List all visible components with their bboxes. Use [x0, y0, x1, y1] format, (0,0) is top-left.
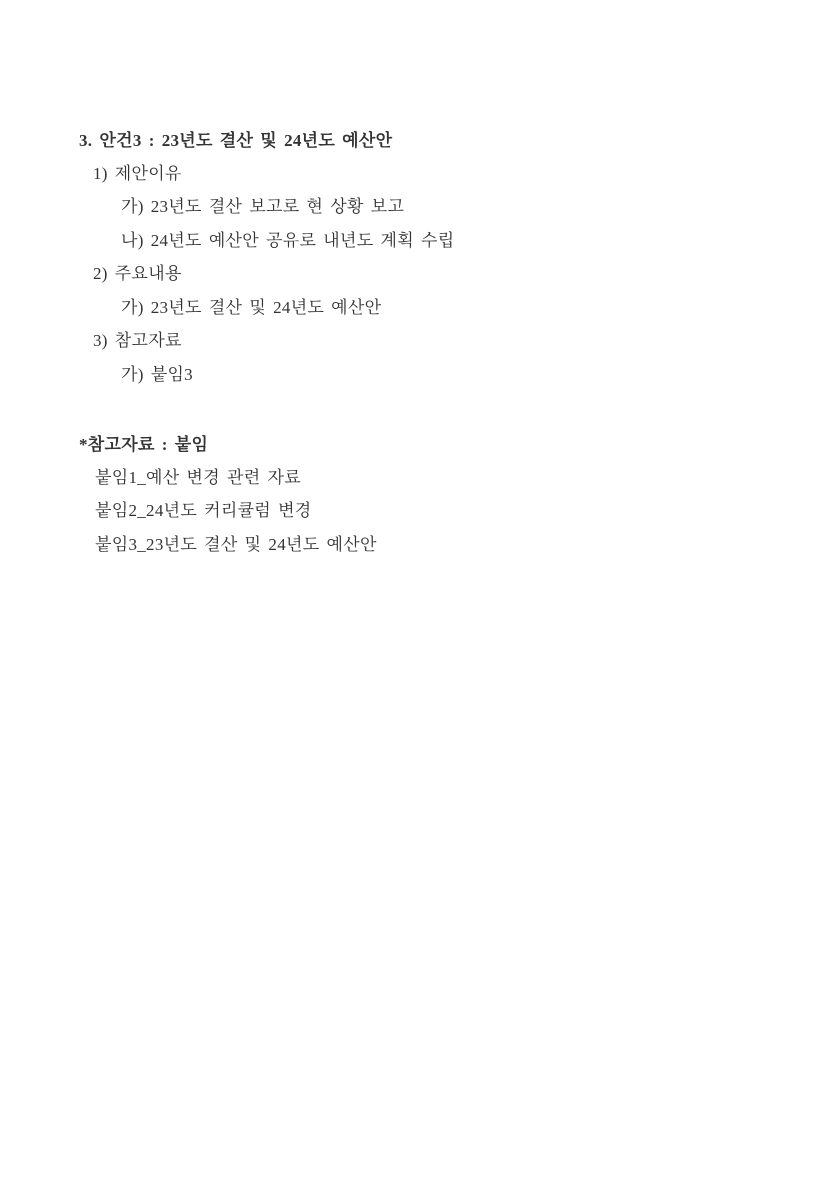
agenda3-item1-sub-a: 가) 23년도 결산 보고로 현 상황 보고 — [121, 197, 405, 216]
agenda3-item2-label: 2) 주요내용 — [93, 264, 182, 283]
references-attachment3: 붙임3_23년도 결산 및 24년도 예산안 — [95, 535, 377, 554]
agenda3-heading: 3. 안건3 : 23년도 결산 및 24년도 예산안 — [79, 131, 393, 150]
references-heading: *참고자료 : 붙임 — [79, 435, 209, 454]
agenda3-item3-sub-a: 가) 붙임3 — [121, 365, 193, 384]
references-attachment2: 붙임2_24년도 커리큘럼 변경 — [95, 501, 312, 520]
agenda3-item1-sub-b: 나) 24년도 예산안 공유로 내년도 계획 수립 — [121, 231, 455, 250]
agenda3-item1-label: 1) 제안이유 — [93, 164, 182, 183]
agenda3-item2-sub-a: 가) 23년도 결산 및 24년도 예산안 — [121, 298, 382, 317]
references-attachment1: 붙임1_예산 변경 관련 자료 — [95, 468, 301, 487]
agenda3-item3-label: 3) 참고자료 — [93, 331, 182, 350]
